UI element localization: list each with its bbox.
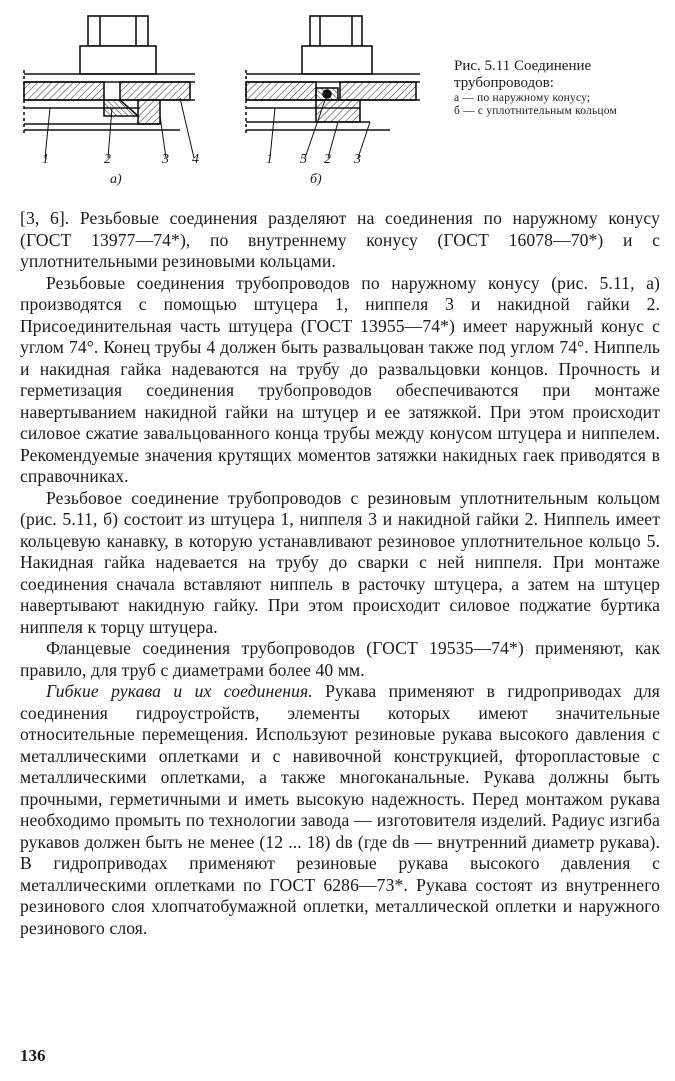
paragraph-4: Фланцевые соединения трубопроводов (ГОСТ 19535—74*) применяют, как правило, для труб с диаметрами более 40 мм. (20, 638, 660, 680)
figure-caption (454, 58, 669, 118)
pipe-connection-drawing (20, 8, 460, 198)
paragraph-5 (20, 681, 660, 939)
label-a-4: 4 (192, 152, 199, 167)
caption-item-b: б — с уплотнительным кольцом (454, 105, 617, 117)
label-a-2: 2 (104, 152, 111, 167)
paragraph-5-text: Рукава применяют в гидроприводах для соединения гидроустройств, элементы которых имеют значительные относительные перемещения. Используют резиновые рукава высокого давления с металлическими оплетками и с навивочной конструкцией, фторопластовые с металлическими оплетками, а также многоканальные. Рукава должны быть прочными, герметичными и иметь высокую надежность. Перед монтажом рукава необходимо промыть по технологии завода — изготовителя изделий. Радиус изгиба рукавов должен быть не менее (12 ... 18) dв (где dв — внутренний диаметр рукава). В гидроприводах применяют резиновые рукава высокого давления с металлическими оплетками по ГОСТ 6286—73*. Рукава состоят из внутреннего резинового слоя хлопчатобумажной оплетки, металлической оплетки и наружного резинового слоя. (20, 681, 660, 938)
label-b-2: 2 (324, 152, 331, 167)
paragraph-2: Резьбовые соединения трубопроводов по наружному конусу (рис. 5.11, а) производятся с помощью штуцера 1, ниппеля 3 и накидной гайки 2. Присоединительная часть штуцера (ГОСТ 13955—74*) имеет наружный конус с углом 74°. Конец трубы 4 должен быть развальцован также под углом 74°. Ниппель и накидная гайка надеваются на трубу до развальцовки концов. Прочность и герметизация соединения трубопроводов обеспечиваются при монтаже навертыванием накидной гайки на штуцер и ее затяжкой. При этом происходит силовое сжатие завальцованного конца трубы между конусом штуцера и ниппелем. Рекомендуемые значения крутящих моментов затяжки накидных гаек приводятся в справочниках. (20, 272, 660, 486)
paragraph-1: [3, 6]. Резьбовые соединения разделяют на соединения по наружному конусу (ГОСТ 13977—74*), по внутреннему конусу (ГОСТ 16078—70*) и с уплотнительными резиновыми кольцами. (20, 208, 660, 271)
label-b-1: 1 (266, 152, 273, 167)
italic-lead: Гибкие рукава и их соединения. (46, 681, 313, 701)
drawing-a (24, 16, 195, 158)
page-number: 136 (20, 1046, 46, 1065)
caption-item-a: а — по наружному конусу; (454, 92, 591, 104)
sublabel-a: а) (110, 172, 122, 187)
caption-title: Рис. 5.11 Соединение трубопроводов: (454, 58, 592, 91)
drawing-b (246, 16, 420, 158)
label-a-3: 3 (162, 152, 169, 167)
label-a-1: 1 (42, 152, 49, 167)
body-text (20, 208, 660, 939)
sublabel-b: б) (310, 172, 322, 187)
paragraph-3: Резьбовое соединение трубопроводов с резиновым уплотнительным кольцом (рис. 5.11, б) состоит из штуцера 1, ниппеля 3 и накидной гайки 2. Ниппель имеет кольцевую канавку, в которую устанавливают резиновое уплотнительное кольцо 5. Накидная гайка надевается на трубу до сварки с ней ниппеля. При монтаже соединения сначала вставляют ниппель в расточку штуцера, а затем на штуцер навертывают накидную гайку. При этом происходит силовое поджатие буртика ниппеля к торцу штуцера. (20, 487, 660, 637)
label-b-3: 3 (354, 152, 361, 167)
label-b-5: 5 (300, 152, 307, 167)
